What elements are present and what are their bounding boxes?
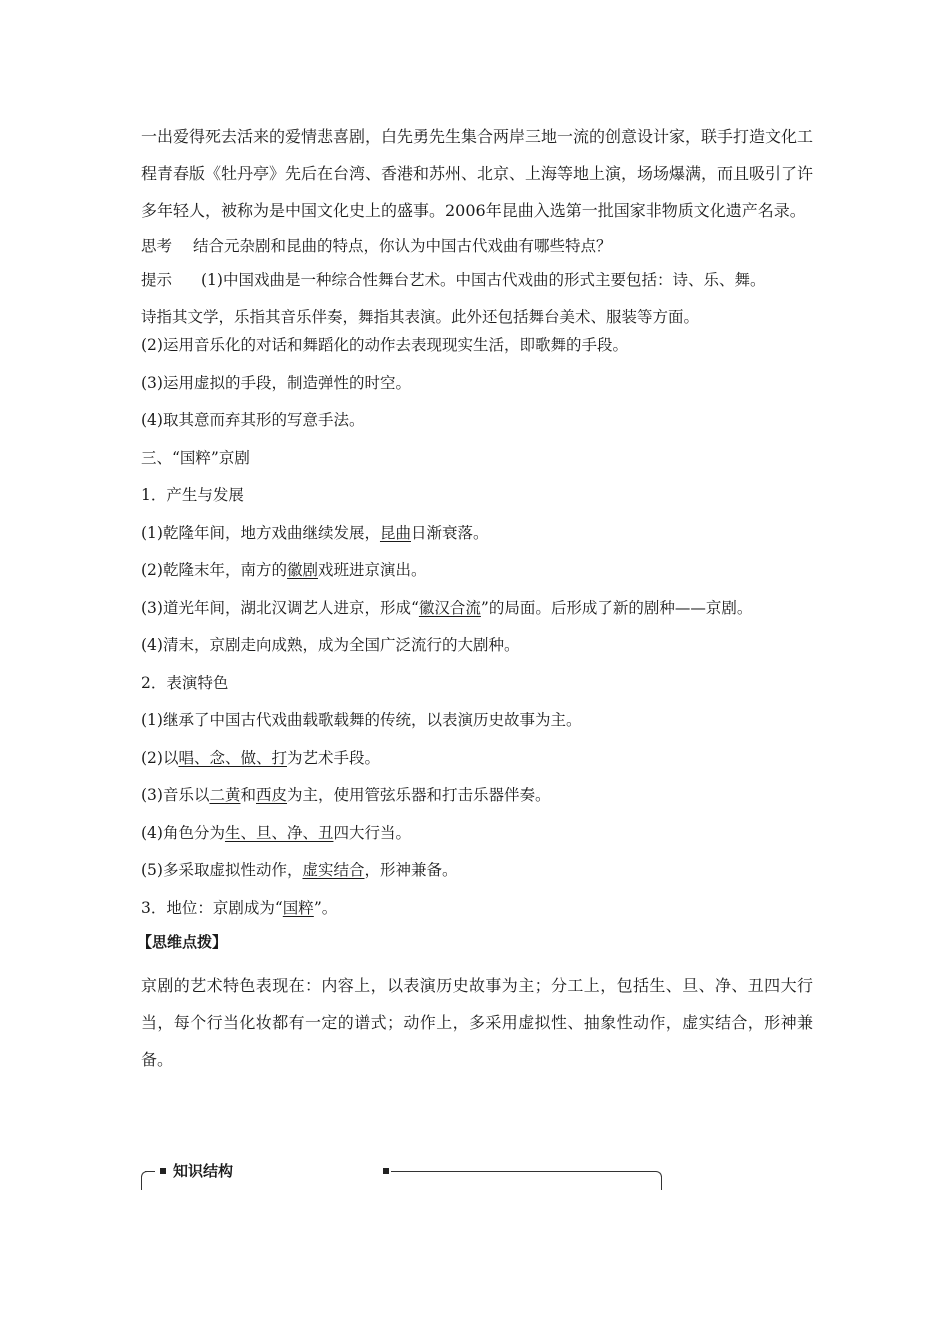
tip-label: 提示 [141, 271, 173, 289]
underlined-term: 昆曲 [379, 523, 411, 542]
square-bullet-icon [383, 1168, 389, 1174]
text-fragment: 日渐衰落。 [410, 523, 489, 542]
feature-item-2 [141, 749, 813, 787]
analysis-paragraph: 京剧的艺术特色表现在：内容上，以表演历史故事为主；分工上，包括生、旦、净、丑四大行当，每个行当化妆都有一定的谱式；动作上，多采用虚拟性、抽象性动作，虚实结合，形神兼备。 [141, 975, 813, 1069]
underlined-term: 西皮 [256, 786, 288, 804]
text-fragment: 四大行当。 [333, 823, 411, 842]
tip-text-1: (1)中国戏曲是一种综合性舞台艺术。中国古代戏曲的形式主要包括：诗、乐、舞。 [201, 271, 766, 289]
underlined-term: 国粹 [282, 898, 314, 917]
section-3-heading: 三、“国粹”京剧 [141, 448, 250, 467]
box-top-line-right [391, 1171, 655, 1172]
tip-item-2: (2)运用音乐化的对话和舞蹈化的动作去表现现实生活，即歌舞的手段。 [141, 336, 628, 354]
text-fragment: 为主，使用管弦乐器和打击乐器伴奏。 [287, 786, 551, 804]
text-fragment: ”。 [313, 898, 338, 917]
think-label: 思考 [141, 237, 173, 255]
text-fragment: (1)乾隆年间，地方戏曲继续发展， [141, 523, 380, 542]
tip-item-3: (3)运用虚拟的手段，制造弹性的时空。 [141, 373, 411, 392]
underlined-term: 虚实结合 [302, 861, 365, 879]
feature-item-3 [141, 786, 813, 824]
subsection-1-heading: 1．产生与发展 [141, 486, 244, 504]
knowledge-structure-title: 知识结构 [173, 1162, 234, 1180]
box-corner-right [655, 1171, 662, 1190]
text-fragment: ”的局面。后形成了新的剧种——京剧。 [480, 598, 753, 617]
tip-item-4: (4)取其意而弃其形的写意手法。 [141, 411, 365, 429]
box-top-line-left [145, 1171, 155, 1172]
text-fragment: (2)以 [141, 748, 179, 767]
text-fragment: ，形神兼备。 [364, 861, 458, 879]
text-fragment: (3)道光年间，湖北汉调艺人进京，形成“ [141, 598, 419, 617]
underlined-term: 二黄 [209, 786, 241, 804]
text-fragment: 和 [240, 786, 256, 804]
history-item-2 [141, 561, 813, 599]
feature-item-4 [141, 824, 813, 862]
text-fragment: 戏班进京演出。 [317, 561, 427, 579]
text-fragment: (3)音乐以 [141, 786, 210, 804]
subsection-2-heading: 2．表演特色 [141, 673, 229, 692]
status-line [141, 899, 813, 933]
knowledge-structure-box [141, 1162, 521, 1192]
tip-text-1-cont: 诗指其文学，乐指其音乐伴奏，舞指其表演。此外还包括舞台美术、服装等方面。 [141, 308, 700, 326]
square-bullet-icon [160, 1168, 166, 1174]
underlined-term: 徽汉合流 [418, 598, 481, 617]
document-body [137, 118, 814, 1078]
intro-paragraph: 一出爱得死去活来的爱情悲喜剧，白先勇先生集合两岸三地一流的创意设计家，联手打造文化工程青春版《牡丹亭》先后在台湾、香港和苏州、北京、上海等地上演，场场爆满，而且吸引了许多年轻人，被称为是中国文化史上的盛事。2006年昆曲入选第一批国家非物质文化遗产名录。 [141, 127, 814, 220]
text-fragment: (4)角色分为 [141, 823, 225, 842]
underlined-term: 徽剧 [286, 561, 318, 579]
tip-line-1 [141, 271, 813, 289]
text-fragment: (2)乾隆末年，南方的 [141, 561, 287, 579]
history-item-4: (4)清末，京剧走向成熟，成为全国广泛流行的大剧种。 [141, 636, 520, 654]
think-text: 结合元杂剧和昆曲的特点，你认为中国古代戏曲有哪些特点？ [193, 237, 612, 255]
history-item-3 [141, 599, 813, 637]
feature-item-1: (1)继承了中国古代戏曲载歌载舞的传统，以表演历史故事为主。 [141, 711, 582, 729]
analysis-title: 【思维点拨】 [137, 932, 228, 951]
text-fragment: (5)多采取虚拟性动作， [141, 861, 303, 879]
text-fragment: 为艺术手段。 [286, 748, 380, 767]
feature-item-5 [141, 861, 813, 899]
text-fragment: 3．地位：京剧成为“ [141, 898, 283, 917]
history-item-1 [141, 524, 813, 562]
underlined-term: 生、旦、净、丑 [224, 823, 334, 842]
underlined-term: 唱、念、做、打 [178, 748, 287, 767]
think-question [141, 237, 813, 271]
tip-block [141, 271, 813, 336]
box-corner-left [141, 1171, 148, 1190]
